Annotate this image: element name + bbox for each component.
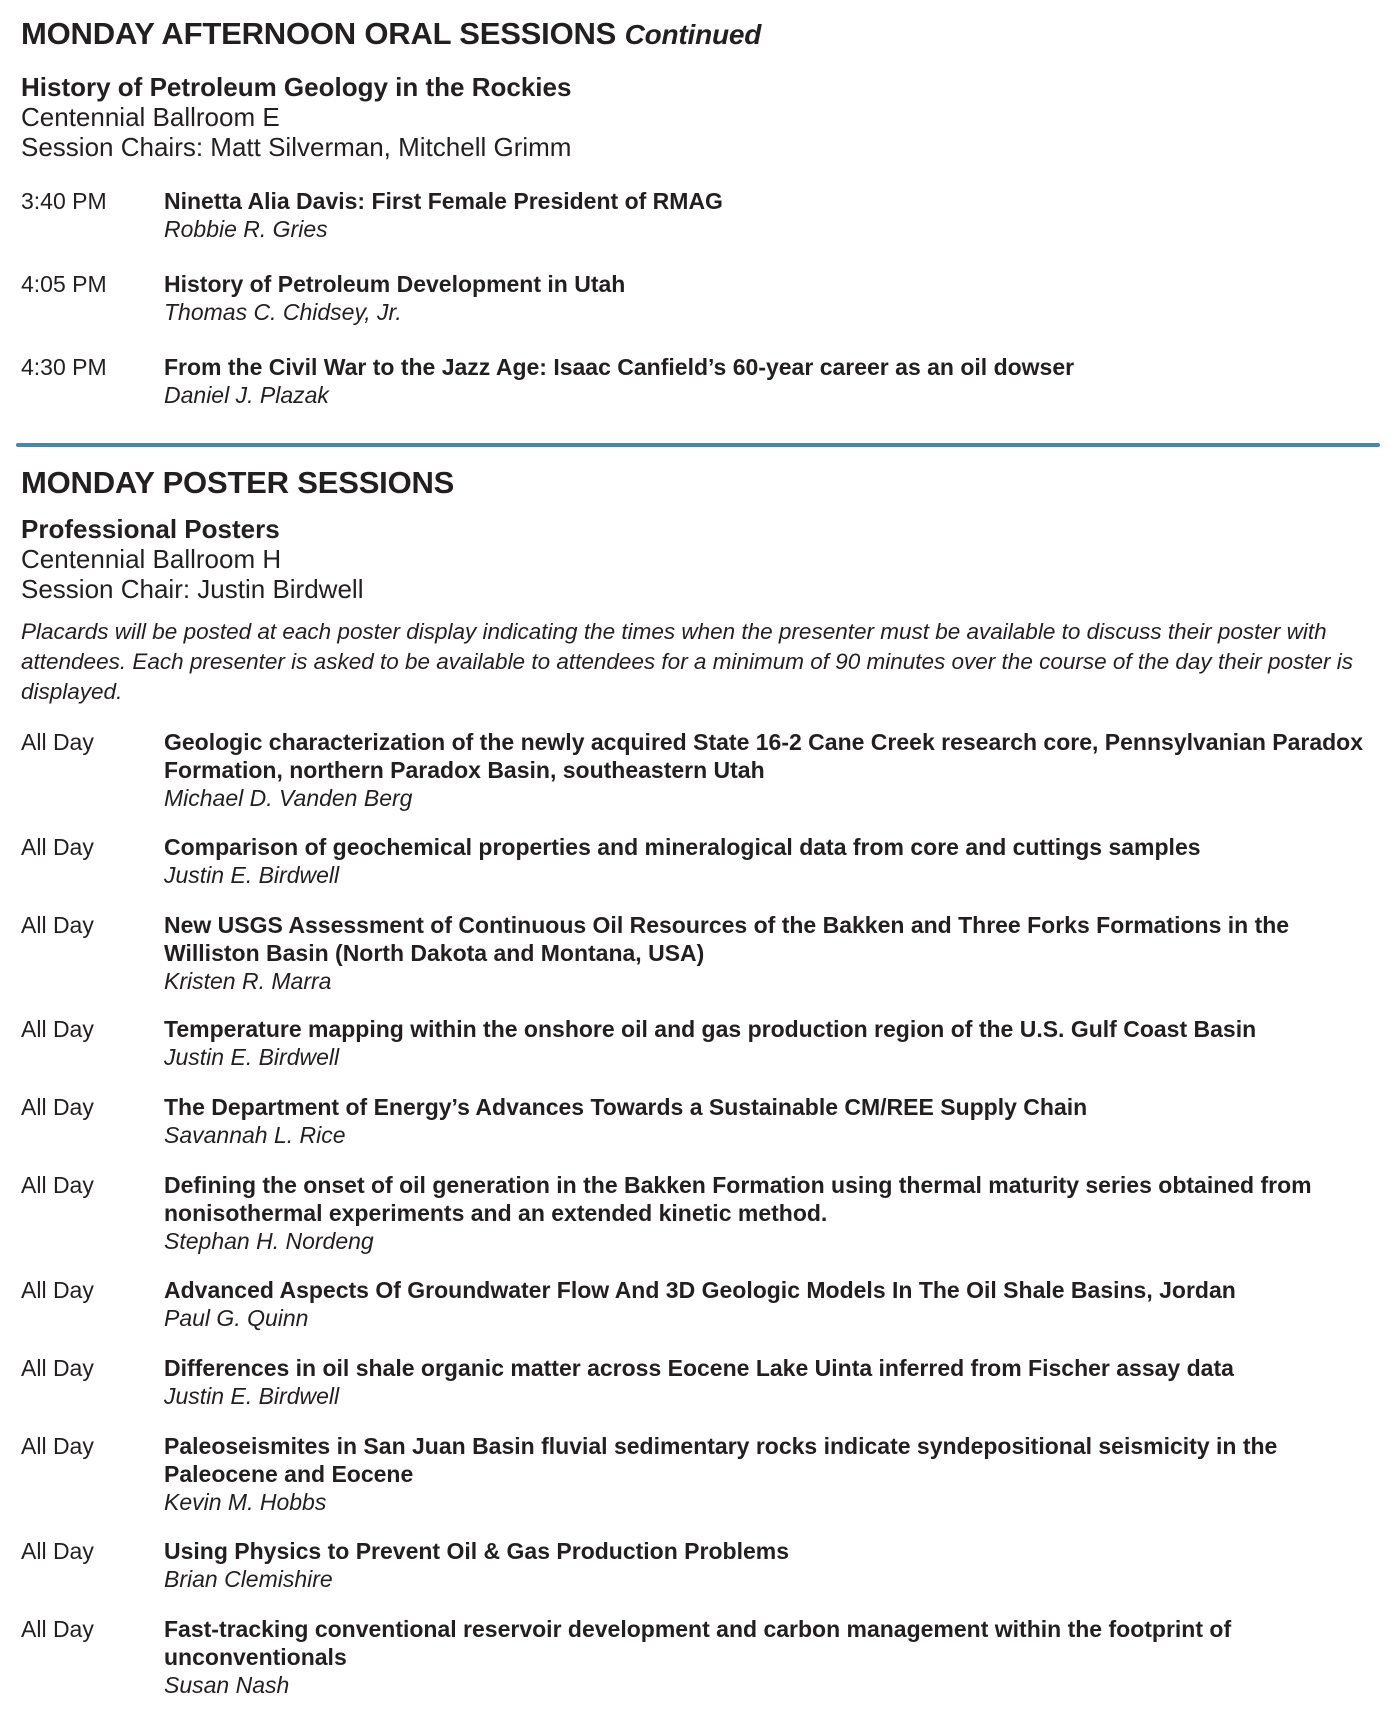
poster-session-header <box>21 514 363 604</box>
poster-title: Differences in oil shale organic matter across Eocene Lake Uinta inferred from Fischer assay data <box>164 1355 1234 1381</box>
talk-author: Daniel J. Plazak <box>164 382 329 408</box>
poster-section-title: MONDAY POSTER SESSIONS <box>21 465 455 500</box>
talk-time: 4:30 PM <box>21 354 107 380</box>
talk-author: Thomas C. Chidsey, Jr. <box>164 299 402 325</box>
oral-title-continued: Continued <box>624 19 762 50</box>
poster-intro-note: Placards will be posted at each poster display indicating the times when the presenter must be available to discuss their poster with attendees. Each presenter is asked to be available to attendees for a minimum of 90 minutes over the course of the day their poster is displayed. <box>21 619 1353 704</box>
poster-author: Kevin M. Hobbs <box>164 1489 327 1515</box>
poster-time: All Day <box>21 1433 94 1459</box>
poster-author: Kristen R. Marra <box>164 968 332 994</box>
poster-title: Temperature mapping within the onshore oil and gas production region of the U.S. Gulf Coast Basin <box>164 1016 1257 1042</box>
poster-time: All Day <box>21 1538 94 1564</box>
poster-author: Paul G. Quinn <box>164 1305 309 1331</box>
poster-title: Comparison of geochemical properties and mineralogical data from core and cuttings samples <box>164 834 1201 860</box>
poster-time: All Day <box>21 729 94 755</box>
oral-section-title <box>21 16 761 52</box>
poster-author: Stephan H. Nordeng <box>164 1228 374 1254</box>
poster-session-name: Professional Posters <box>21 514 280 544</box>
poster-title: Defining the onset of oil generation in the Bakken Formation using thermal maturity series obtained from nonisothermal experiments and an extended kinetic method. <box>164 1172 1312 1226</box>
talk-time: 3:40 PM <box>21 188 107 214</box>
poster-time: All Day <box>21 1277 94 1303</box>
poster-author: Justin E. Birdwell <box>164 1044 340 1070</box>
poster-time: All Day <box>21 1355 94 1381</box>
poster-time: All Day <box>21 834 94 860</box>
talk-title: History of Petroleum Development in Utah <box>164 271 626 297</box>
oral-session-room: Centennial Ballroom E <box>21 102 280 132</box>
poster-session-chair: Session Chair: Justin Birdwell <box>21 574 364 604</box>
poster-session-room: Centennial Ballroom H <box>21 544 282 574</box>
poster-time: All Day <box>21 912 94 938</box>
section-divider <box>16 443 1380 447</box>
poster-title: Using Physics to Prevent Oil & Gas Production Problems <box>164 1538 789 1564</box>
poster-time: All Day <box>21 1094 94 1120</box>
poster-author: Savannah L. Rice <box>164 1122 346 1148</box>
poster-time: All Day <box>21 1616 94 1642</box>
poster-author: Michael D. Vanden Berg <box>164 785 413 811</box>
poster-time: All Day <box>21 1016 94 1042</box>
poster-author: Susan Nash <box>164 1672 290 1698</box>
poster-author: Brian Clemishire <box>164 1566 333 1592</box>
poster-title: New USGS Assessment of Continuous Oil Resources of the Bakken and Three Forks Formations in the Williston Basin (North Dakota and Montana, USA) <box>164 912 1290 966</box>
poster-title: Geologic characterization of the newly acquired State 16-2 Cane Creek research core, Pennsylvanian Paradox Formation, northern Paradox Basin, southeastern Utah <box>164 729 1364 783</box>
poster-title: Advanced Aspects Of Groundwater Flow And 3D Geologic Models In The Oil Shale Basins, Jordan <box>164 1277 1236 1303</box>
poster-title: Paleoseismites in San Juan Basin fluvial sedimentary rocks indicate syndepositional seismicity in the Paleocene and Eocene <box>164 1433 1278 1487</box>
talk-title: From the Civil War to the Jazz Age: Isaac Canfield’s 60-year career as an oil dowser <box>164 354 1075 380</box>
poster-title: The Department of Energy’s Advances Towards a Sustainable CM/REE Supply Chain <box>164 1094 1088 1120</box>
poster-author: Justin E. Birdwell <box>164 1383 340 1409</box>
talk-title: Ninetta Alia Davis: First Female President of RMAG <box>164 188 723 214</box>
oral-session-chairs: Session Chairs: Matt Silverman, Mitchell Grimm <box>21 132 572 162</box>
oral-session-name: History of Petroleum Geology in the Rockies <box>21 72 572 102</box>
talk-author: Robbie R. Gries <box>164 216 328 242</box>
poster-title: Fast-tracking conventional reservoir development and carbon management within the footprint of unconventionals <box>164 1616 1232 1670</box>
talk-time: 4:05 PM <box>21 271 107 297</box>
poster-author: Justin E. Birdwell <box>164 862 340 888</box>
oral-session-header <box>21 72 571 162</box>
poster-time: All Day <box>21 1172 94 1198</box>
oral-title-main: MONDAY AFTERNOON ORAL SESSIONS <box>21 16 617 51</box>
